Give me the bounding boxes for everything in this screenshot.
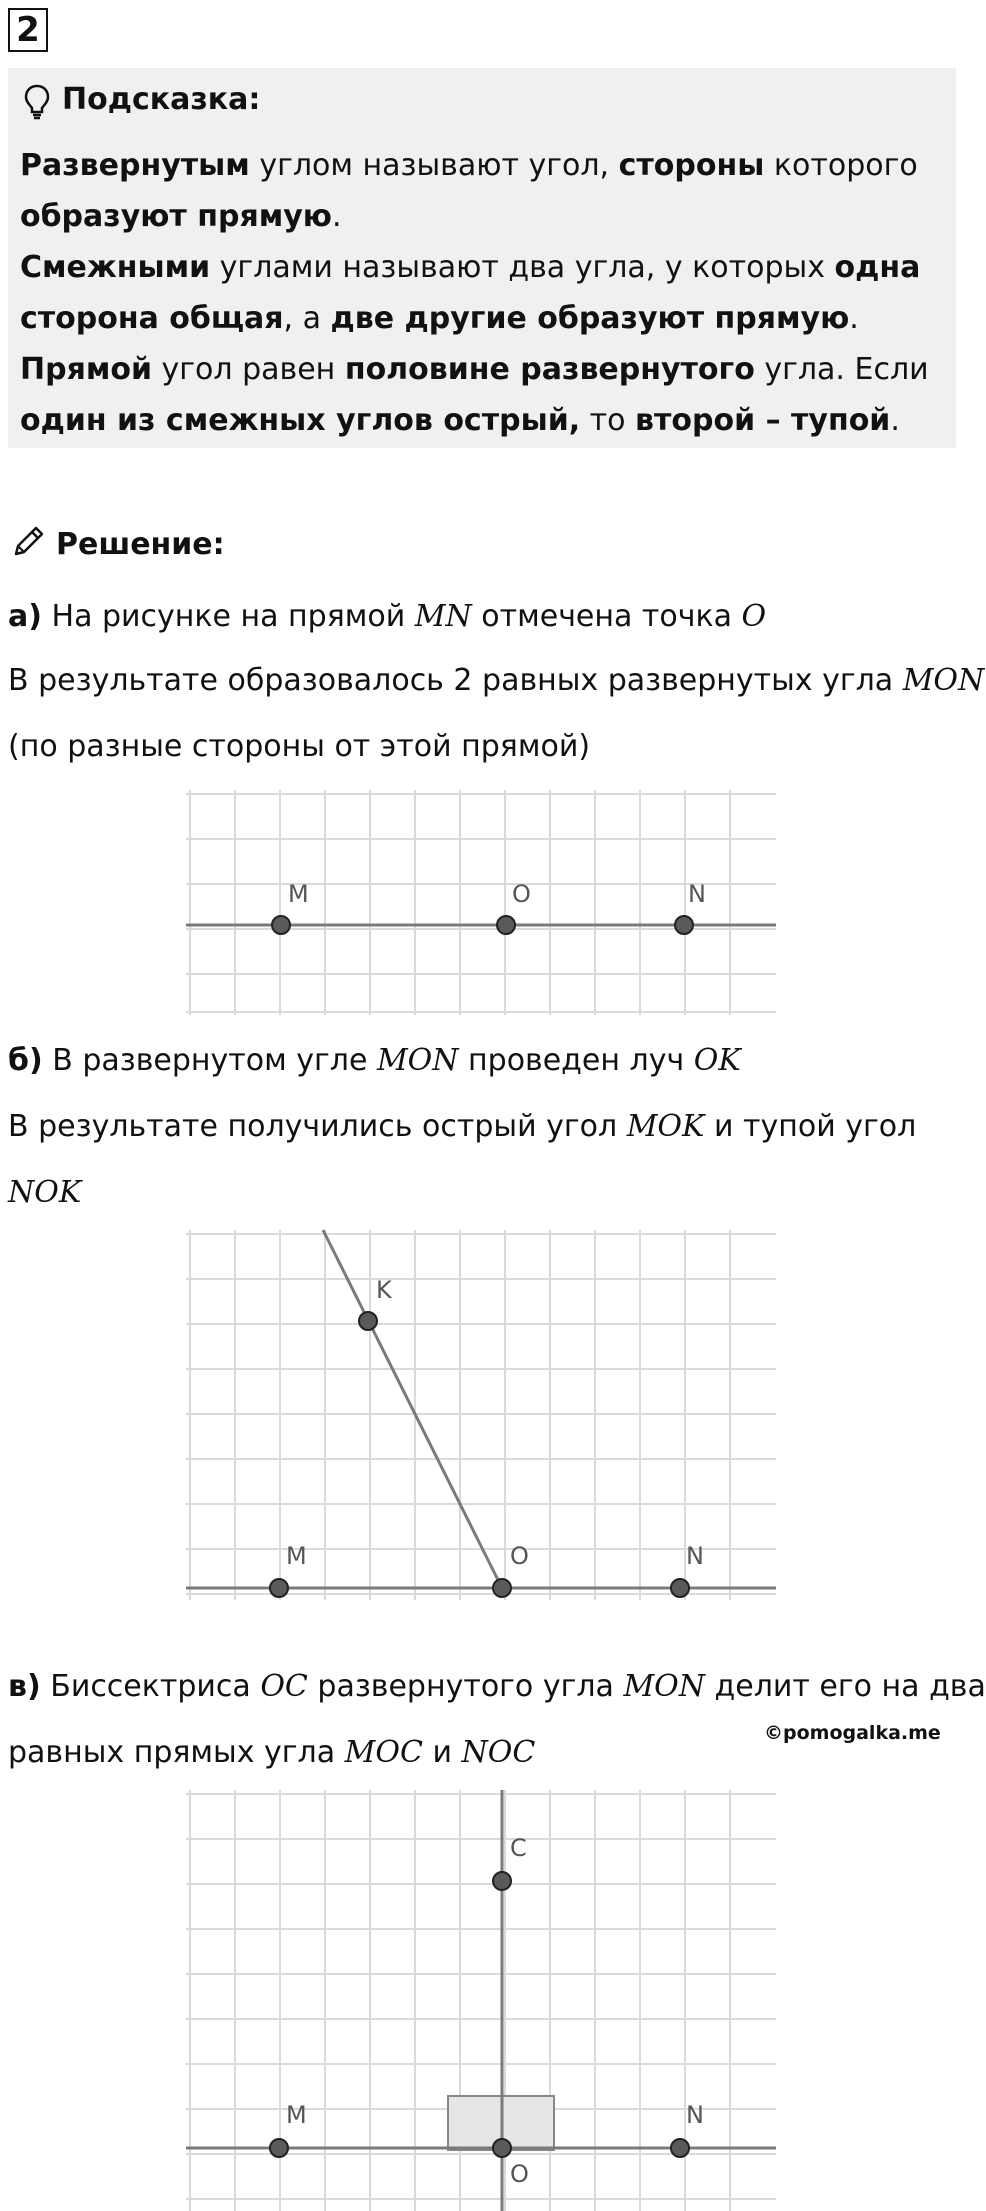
text-segment: то [580,403,636,438]
label-o: O [510,2160,529,2188]
part-b-line-1 [8,1036,741,1086]
hint-title [20,78,260,122]
point-n [671,1579,689,1597]
math-mon: MON [376,1043,459,1078]
label-o: O [512,880,531,908]
text-segment: один из смежных углов острый, [20,403,581,438]
math-o: O [741,599,767,634]
point-m [272,916,290,934]
task-number: 2 [8,8,48,52]
hint-title-label: Подсказка: [62,82,261,117]
part-a-line-1 [8,592,766,642]
math-mn: MN [414,599,472,634]
part-b-label: б) [8,1043,43,1078]
point-n [675,916,693,934]
text-segment: . [890,403,900,438]
part-b-text: В развернутом угле [42,1043,377,1078]
text-segment: . [331,199,342,234]
part-a-line-2-text: В результате образовалось 2 равных развернутых угла [8,663,903,698]
part-b-line-2 [8,1102,916,1152]
text-segment: Развернутым [20,148,250,183]
part-a-text-2: отмечена точка [471,599,742,634]
point-o [493,2139,511,2157]
part-c-line-2 [8,1728,535,1778]
solution-title: Решение: [56,527,225,562]
part-c-label: в) [8,1669,41,1704]
point-k [359,1312,377,1330]
part-c-text: Биссектриса [40,1669,261,1704]
text-segment: половине развернутого [344,352,755,387]
label-c: C [510,1834,527,1862]
pencil-icon [12,524,46,558]
math-mon: MON [902,663,985,698]
text-segment: угла. Если [754,352,929,387]
part-c-line-2-text: равных прямых угла [8,1735,345,1770]
math-mon: MON [623,1669,705,1704]
figure-a [186,790,776,1020]
text-segment: второй – тупой [635,403,891,438]
math-mok: MOK [626,1109,705,1144]
text-segment: Смежными [20,250,211,285]
part-b-text-2: проведен луч [458,1043,694,1078]
label-m: M [286,2101,307,2129]
label-n: N [686,2101,704,2129]
text-segment: образуют прямую [20,199,332,234]
math-noc: NOC [461,1735,536,1770]
math-oc: OC [260,1669,308,1704]
math-nok: NOK [8,1175,82,1210]
text-segment: . [849,301,859,336]
part-a-line-2 [8,656,984,706]
text-segment: Прямой [20,352,152,387]
part-c-text-3: делит его на два [705,1669,986,1704]
label-k: K [376,1276,392,1304]
ray-ok [323,1230,502,1588]
figure-c [186,1790,776,2211]
label-o: O [510,1542,529,1570]
label-n: N [686,1542,704,1570]
part-a-text: На рисунке на прямой [41,599,415,634]
figure-b [186,1230,776,1600]
hint-paragraph-3 [20,344,950,446]
text-segment: углом называют угол, [249,148,619,183]
part-b-line-3 [8,1168,81,1218]
watermark: ©pomogalka.me [764,1722,941,1744]
point-m [270,2139,288,2157]
point-o [493,1579,511,1597]
part-c-line-1 [8,1662,986,1712]
text-segment: угол равен [152,352,345,387]
math-moc: MOC [344,1735,423,1770]
point-c [493,1872,511,1890]
label-m: M [288,880,309,908]
math-ok: OK [693,1043,741,1078]
hint-paragraph-1 [20,140,950,242]
part-b-line-2-text-2: и тупой угол [704,1109,917,1144]
label-n: N [688,880,706,908]
part-c-line-2-text-2: и [422,1735,462,1770]
point-m [270,1579,288,1597]
text-segment: одна сторона общая [20,250,921,336]
text-segment: две другие образуют прямую [330,301,850,336]
point-o [497,916,515,934]
text-segment: , а [283,301,331,336]
part-a-label: а) [8,599,42,634]
label-m: M [286,1542,307,1570]
part-b-line-2-text: В результате получились острый угол [8,1109,627,1144]
text-segment: которого [764,148,918,183]
text-segment: стороны [618,148,765,183]
part-c-text-2: развернутого угла [307,1669,624,1704]
point-n [671,2139,689,2157]
hint-paragraph-2 [20,242,950,344]
part-a-line-3: (по разные стороны от этой прямой) [8,729,591,764]
text-segment: углами называют два угла, у которых [210,250,835,285]
